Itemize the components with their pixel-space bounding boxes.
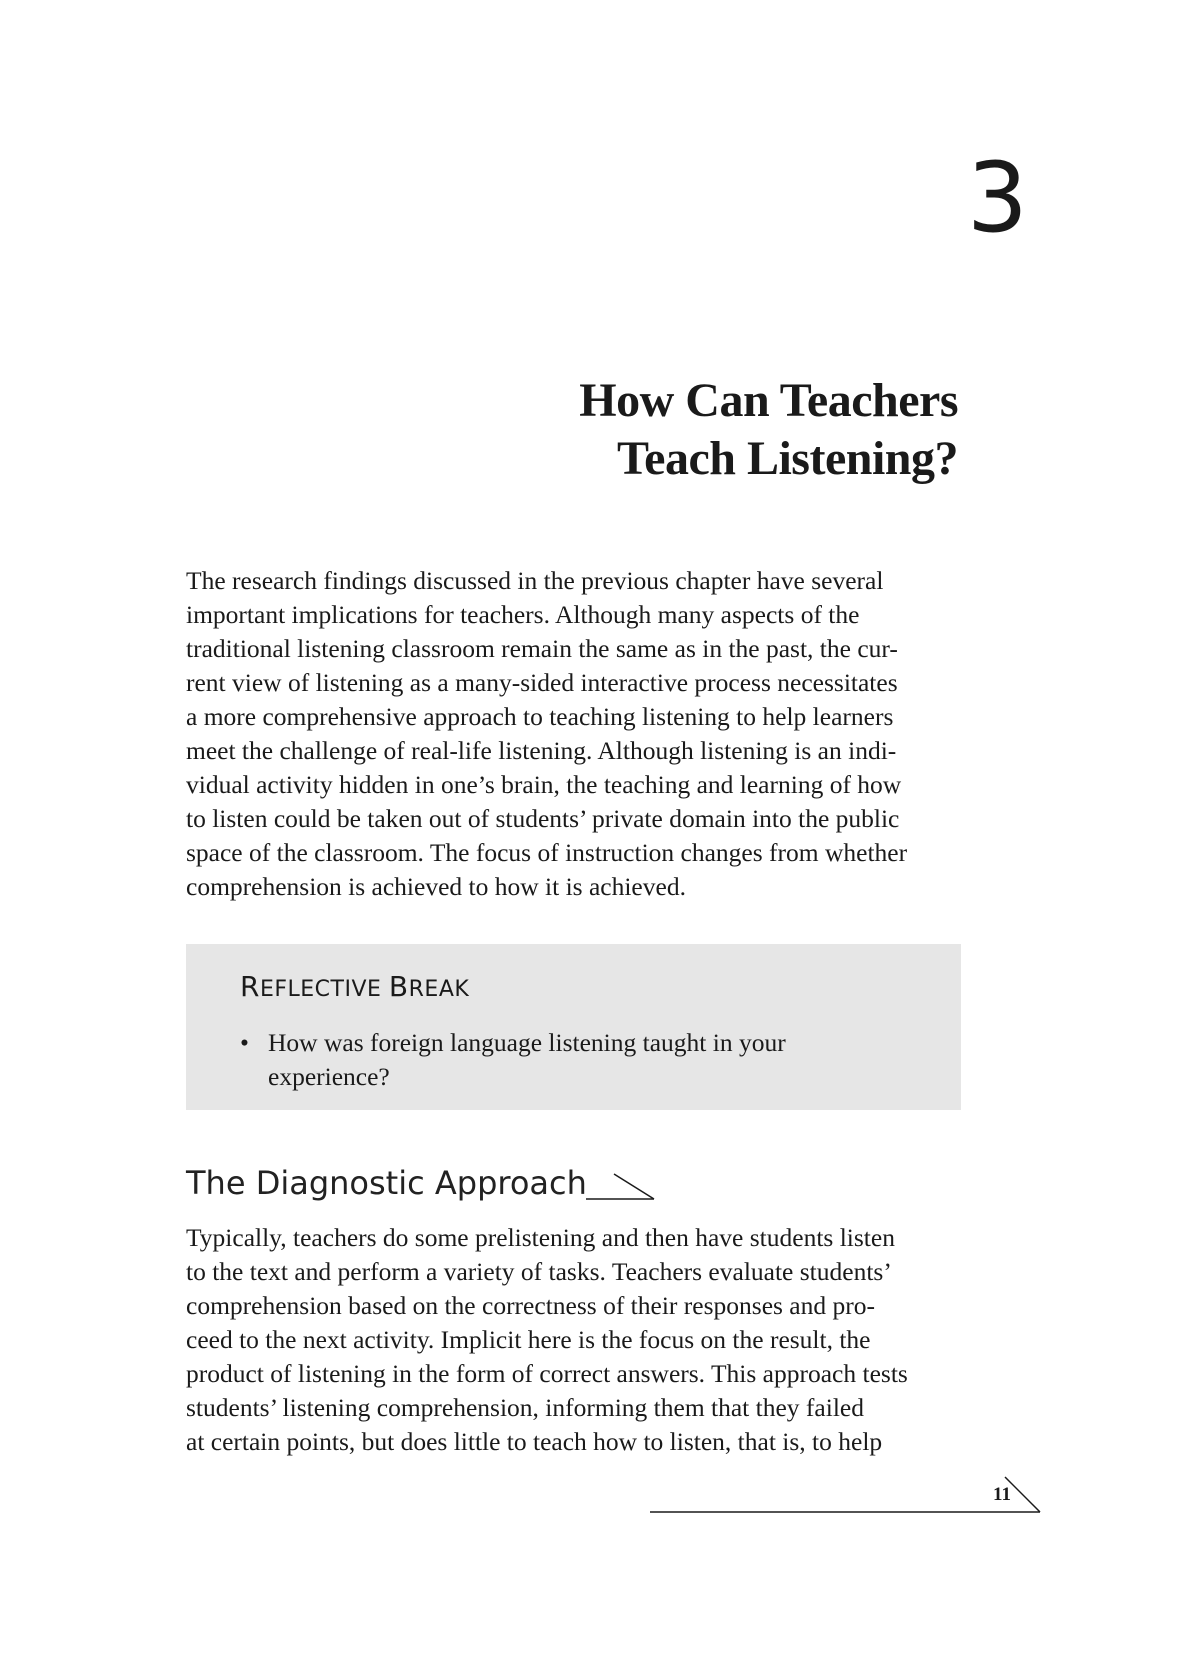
section-heading: The Diagnostic Approach — [186, 1164, 587, 1202]
question-line: experience? — [268, 1062, 390, 1091]
paragraph-line: space of the classroom. The focus of instruction changes from whether — [186, 838, 908, 867]
paragraph-line: comprehension based on the correctness of their responses and pro- — [186, 1291, 875, 1320]
paragraph-line: Typically, teachers do some prelistening and then have students listen — [186, 1223, 895, 1252]
paragraph-line: students’ listening comprehension, informing them that they failed — [186, 1393, 864, 1422]
paragraph-line: a more comprehensive approach to teaching listening to help learners — [186, 702, 894, 731]
paragraph-line: to the text and perform a variety of tasks. Teachers evaluate students’ — [186, 1257, 892, 1286]
chapter-title-line: Teach Listening? — [617, 432, 958, 485]
chapter-title-line: How Can Teachers — [579, 374, 958, 427]
chapter-number: 3 — [966, 142, 1028, 254]
paragraph-line: to listen could be taken out of students’ private domain into the public — [186, 804, 900, 833]
paragraph-line: rent view of listening as a many-sided interactive process necessitates — [186, 668, 898, 697]
paragraph-line: ceed to the next activity. Implicit here is the focus on the result, the — [186, 1325, 871, 1354]
reflective-break-heading — [240, 970, 469, 1003]
heading-text: REAK — [408, 977, 470, 1002]
bullet-icon: • — [240, 1028, 249, 1057]
paragraph-line: at certain points, but does little to teach how to listen, that is, to help — [186, 1427, 883, 1456]
reflective-question-list — [240, 1026, 786, 1094]
paragraph-line: comprehension is achieved to how it is achieved. — [186, 872, 686, 901]
intro-paragraph — [186, 564, 966, 904]
chapter-title — [579, 372, 958, 488]
reflective-question — [240, 1026, 786, 1094]
page-number: 11 — [993, 1484, 1011, 1505]
paragraph-line: product of listening in the form of correct answers. This approach tests — [186, 1359, 908, 1388]
diagnostic-paragraph — [186, 1221, 966, 1459]
paragraph-line: meet the challenge of real-life listening. Although listening is an indi- — [186, 736, 897, 765]
question-line: How was foreign language listening taught in your — [268, 1028, 786, 1057]
section-arrow-icon — [586, 1170, 658, 1200]
paragraph-line: vidual activity hidden in one’s brain, the teaching and learning of how — [186, 770, 902, 799]
reflective-break-box — [186, 944, 961, 1110]
footer-rule-icon — [650, 1474, 1042, 1514]
paragraph-line: traditional listening classroom remain the same as in the past, the cur- — [186, 634, 898, 663]
paragraph-line: important implications for teachers. Although many aspects of the — [186, 600, 860, 629]
paragraph-line: The research findings discussed in the previous chapter have several — [186, 566, 884, 595]
heading-initial: R — [240, 970, 260, 1003]
heading-initial: B — [388, 970, 409, 1003]
heading-text: EFLECTIVE — [259, 977, 389, 1002]
